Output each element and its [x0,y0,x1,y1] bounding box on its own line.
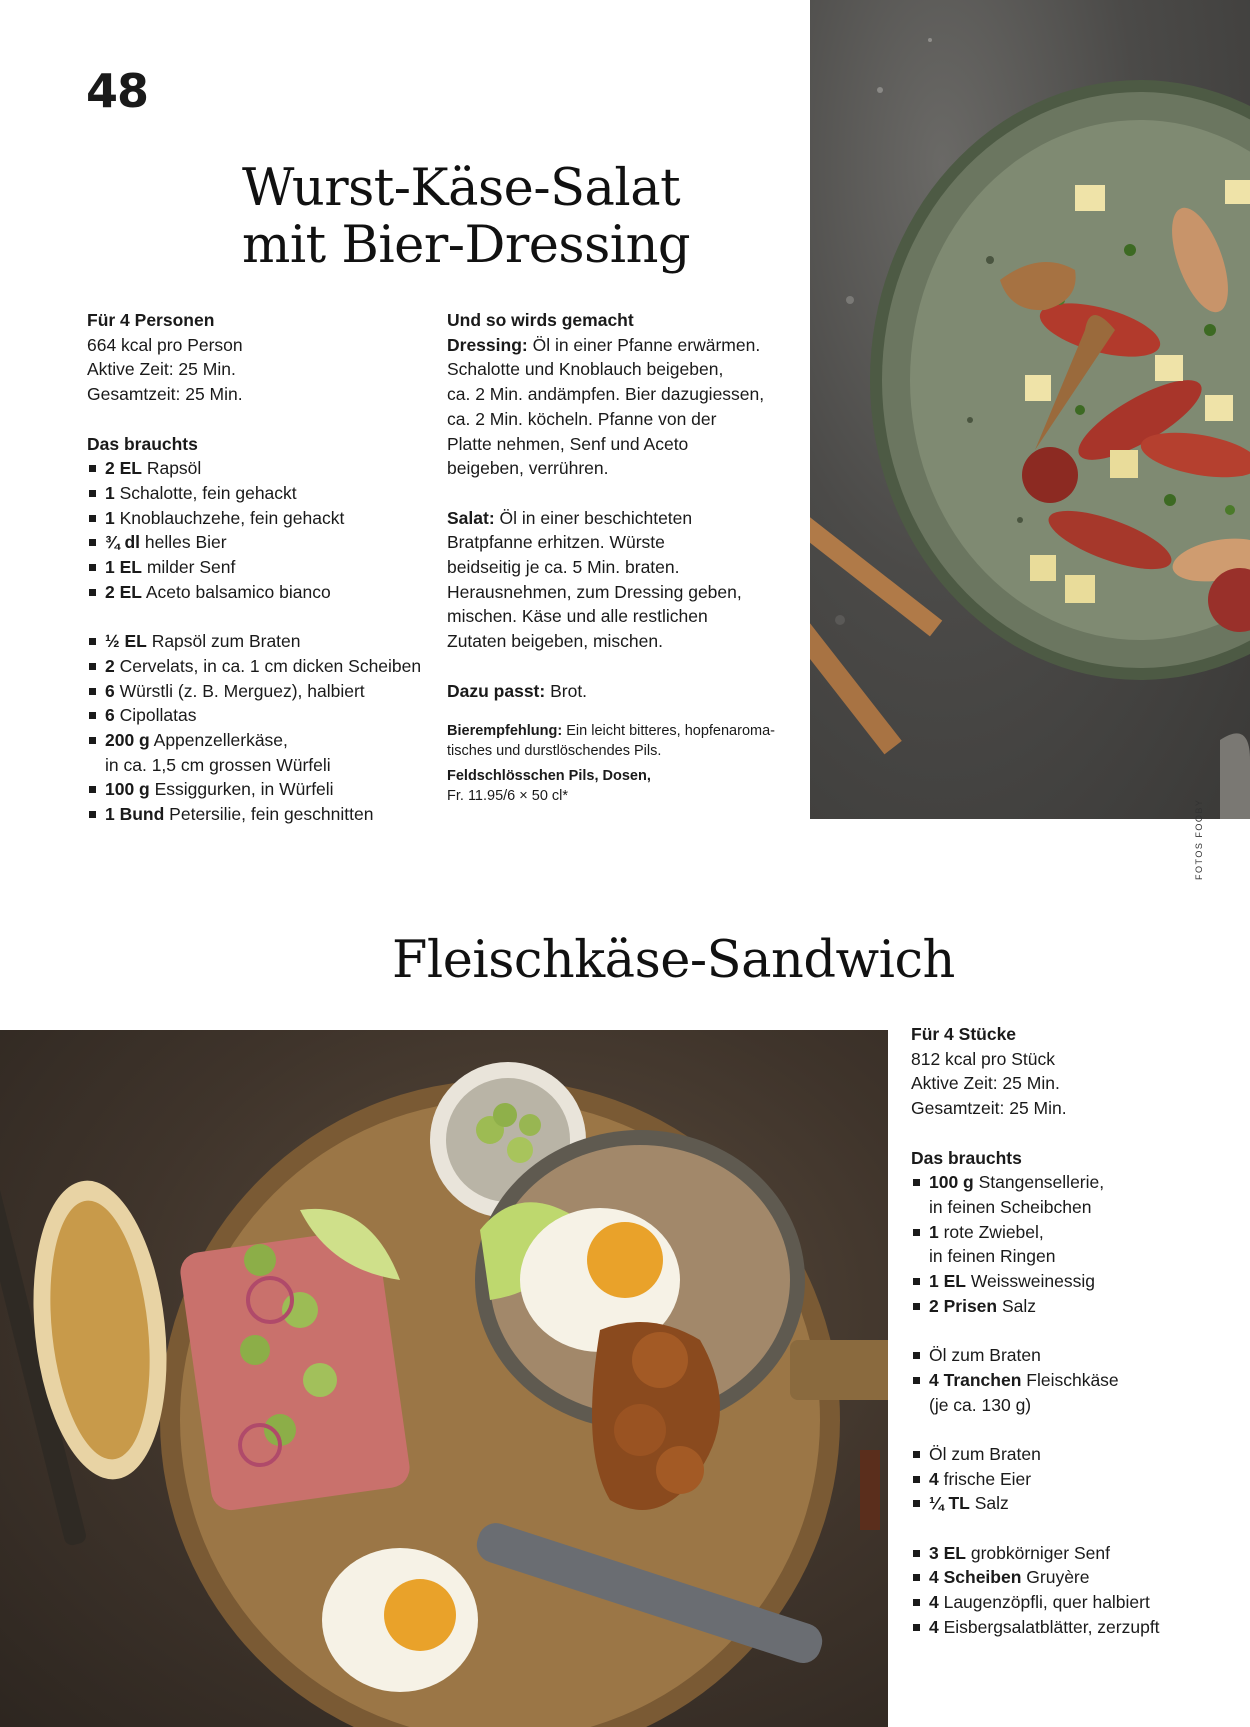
recipe1-info-ingredients [87,308,447,827]
recipe1-servings: Für 4 Personen [87,310,215,330]
sandwich-photo-art [0,1030,888,1727]
ingredient-item [911,1590,1241,1615]
recipe1-ingredients-heading: Das brauchts [87,433,198,454]
recipe1-method [447,308,807,806]
ingredient-item [911,1170,1241,1219]
ingredient-text: Würstli (z. B. Merguez), halbiert [114,680,365,701]
ingredient-text: grobkörniger Senf [965,1542,1110,1563]
dressing-line: Schalotte und Knoblauch beigeben, [447,359,724,380]
recipe1-kcal: 664 kcal pro Person [87,334,243,355]
salat-line: Zutaten beigeben, mischen. [447,631,663,652]
recipe2-ingredients-heading: Das brauchts [911,1147,1022,1168]
ingredient-quantity: ¼ TL [929,1493,970,1514]
ingredient-text: Weissweinessig [965,1271,1095,1292]
recipe2-servings: Für 4 Stücke [911,1024,1017,1044]
dressing-line: ca. 2 Min. andämpfen. Bier dazugiessen, [447,384,765,405]
recipe2-info-ingredients [911,1022,1241,1640]
ingredient-quantity: 1 [105,507,115,528]
ingredient-text: Stangensellerie, [973,1172,1105,1193]
ingredient-quantity: 200 g [105,729,150,750]
photo-credit: FOTOS FOOBY [1194,798,1204,880]
ingredient-text: Öl zum Braten [929,1345,1041,1366]
beer-line2: tisches und durstlöschendes Pils. [447,743,662,760]
dressing-line: ca. 2 Min. köcheln. Pfanne von der [447,408,717,429]
ingredient-text: frische Eier [938,1468,1032,1489]
salat-line: Bratpfanne erhitzen. Würste [447,532,665,553]
ingredient-item [911,1368,1241,1417]
salat-line: Herausnehmen, zum Dressing geben, [447,581,742,602]
ingredient-text: Rapsöl [141,458,202,479]
ingredient-quantity: 1 EL [105,557,142,578]
ingredient-text: helles Bier [140,532,227,553]
ingredient-item [87,703,447,728]
beer-product: Feldschlösschen Pils, Dosen, [447,768,651,785]
ingredient-quantity: 4 Scheiben [929,1567,1022,1588]
ingredient-item [911,1220,1241,1269]
recipe2-title: Fleischkäse-Sandwich [392,931,955,990]
ingredient-text: Cervelats, in ca. 1 cm dicken Scheiben [114,655,422,676]
salad-photo [810,0,1250,819]
ingredient-text: Cipollatas [114,705,197,726]
ingredient-item [87,530,447,555]
ingredient-text: Öl zum Braten [929,1443,1041,1464]
ingredient-text: Fleischkäse [1021,1369,1119,1390]
recipe2-ingredient-list-4 [911,1541,1241,1640]
ingredient-quantity: 2 Prisen [929,1295,998,1316]
ingredient-item [911,1269,1241,1294]
ingredient-text: Schalotte, fein gehackt [114,482,297,503]
ingredient-text: Knoblauchzehe, fein gehackt [114,507,345,528]
recipe2-ingredient-list-1 [911,1170,1241,1318]
recipe1-title-line2: mit Bier-Dressing [242,216,691,276]
ingredient-quantity: 100 g [929,1172,974,1193]
ingredient-quantity: 2 EL [105,581,142,602]
ingredient-text-line2: in feinen Scheibchen [929,1196,1092,1217]
dressing-line: Öl in einer Pfanne erwärmen. [527,334,761,355]
beer-recommendation [447,721,807,806]
salat-line: mischen. Käse und alle restlichen [447,606,708,627]
ingredient-text: Laugenzöpfli, quer halbiert [938,1592,1150,1613]
ingredient-text-line2: (je ca. 130 g) [929,1394,1032,1415]
recipe1-title [242,160,802,274]
recipe1-dressing-step [447,333,807,481]
ingredient-item [911,1541,1241,1566]
ingredient-text-line2: in feinen Ringen [929,1246,1056,1267]
ingredient-item [87,679,447,704]
sandwich-photo [0,1030,888,1727]
ingredient-text: Appenzellerkäse, [149,729,288,750]
ingredient-item [87,629,447,654]
recipe2-kcal: 812 kcal pro Stück [911,1048,1055,1069]
ingredient-item [87,481,447,506]
recipe1-method-heading: Und so wirds gemacht [447,310,634,330]
page-number: 48 [86,64,149,118]
ingredient-quantity: 6 [105,705,115,726]
ingredient-item [87,802,447,827]
ingredient-text-line2: in ca. 1,5 cm grossen Würfeli [105,754,331,775]
recipe2-total-time: Gesamtzeit: 25 Min. [911,1098,1067,1119]
recipe2-active-time: Aktive Zeit: 25 Min. [911,1073,1060,1094]
recipe1-active-time: Aktive Zeit: 25 Min. [87,359,236,380]
ingredient-quantity: 4 [929,1616,939,1637]
ingredient-text: Salz [997,1295,1037,1316]
dazu-text: Brot. [545,680,588,701]
ingredient-quantity: 1 [929,1221,939,1242]
salat-label: Salat: [447,507,495,528]
ingredient-quantity: 1 [105,482,115,503]
salat-line: Öl in einer beschichteten [494,507,693,528]
ingredient-item [87,555,447,580]
ingredient-quantity: 3 EL [929,1542,966,1563]
ingredient-text: Gruyère [1021,1567,1090,1588]
ingredient-quantity: 2 EL [105,458,142,479]
dressing-line: Platte nehmen, Senf und Aceto [447,433,689,454]
ingredient-text: rote Zwiebel, [938,1221,1044,1242]
ingredient-item [87,456,447,481]
recipe1-salat-step [447,506,807,654]
ingredient-item [87,777,447,802]
ingredient-item [911,1442,1241,1467]
recipe1-ingredient-list-2 [87,629,447,827]
ingredient-quantity: 100 g [105,779,150,800]
ingredient-item [911,1615,1241,1640]
recipe2-ingredient-list-2 [911,1343,1241,1417]
dazu-label: Dazu passt: [447,680,546,701]
ingredient-item [87,506,447,531]
beer-label: Bierempfehlung: [447,723,563,740]
dressing-label: Dressing: [447,334,528,355]
recipe1-ingredient-list-1 [87,456,447,604]
ingredient-text: milder Senf [141,557,236,578]
ingredient-text: Eisbergsalatblätter, zerzupft [938,1616,1160,1637]
ingredient-text: Rapsöl zum Braten [146,631,301,652]
recipe2-ingredient-list-3 [911,1442,1241,1516]
beer-price: Fr. 11.95/6 × 50 cl* [447,788,569,805]
ingredient-text: Petersilie, fein geschnitten [164,804,374,825]
dressing-line: beigeben, verrühren. [447,458,609,479]
ingredient-quantity: ½ EL [105,631,147,652]
ingredient-quantity: 6 [105,680,115,701]
ingredient-item [87,728,447,777]
recipe1-title-line1: Wurst-Käse-Salat [242,159,681,218]
ingredient-quantity: 2 [105,655,115,676]
ingredient-item [87,580,447,605]
ingredient-quantity: 4 Tranchen [929,1369,1022,1390]
ingredient-quantity: 4 [929,1592,939,1613]
ingredient-quantity: 4 [929,1468,939,1489]
beer-line1: Ein leicht bitteres, hopfenaroma- [562,723,775,740]
ingredient-item [911,1343,1241,1368]
recipe1-total-time: Gesamtzeit: 25 Min. [87,384,243,405]
salad-photo-art [810,0,1250,819]
ingredient-quantity: 1 Bund [105,804,165,825]
salat-line: beidseitig je ca. 5 Min. braten. [447,557,680,578]
ingredient-text: Aceto balsamico bianco [141,581,331,602]
ingredient-item [911,1491,1241,1516]
recipe1-serving-suggestion [447,679,807,704]
ingredient-quantity: 1 EL [929,1271,966,1292]
ingredient-item [911,1294,1241,1319]
ingredient-quantity: ¾ dl [105,532,141,553]
ingredient-item [87,654,447,679]
ingredient-text: Salz [969,1493,1009,1514]
ingredient-item [911,1467,1241,1492]
ingredient-text: Essiggurken, in Würfeli [149,779,334,800]
ingredient-item [911,1565,1241,1590]
